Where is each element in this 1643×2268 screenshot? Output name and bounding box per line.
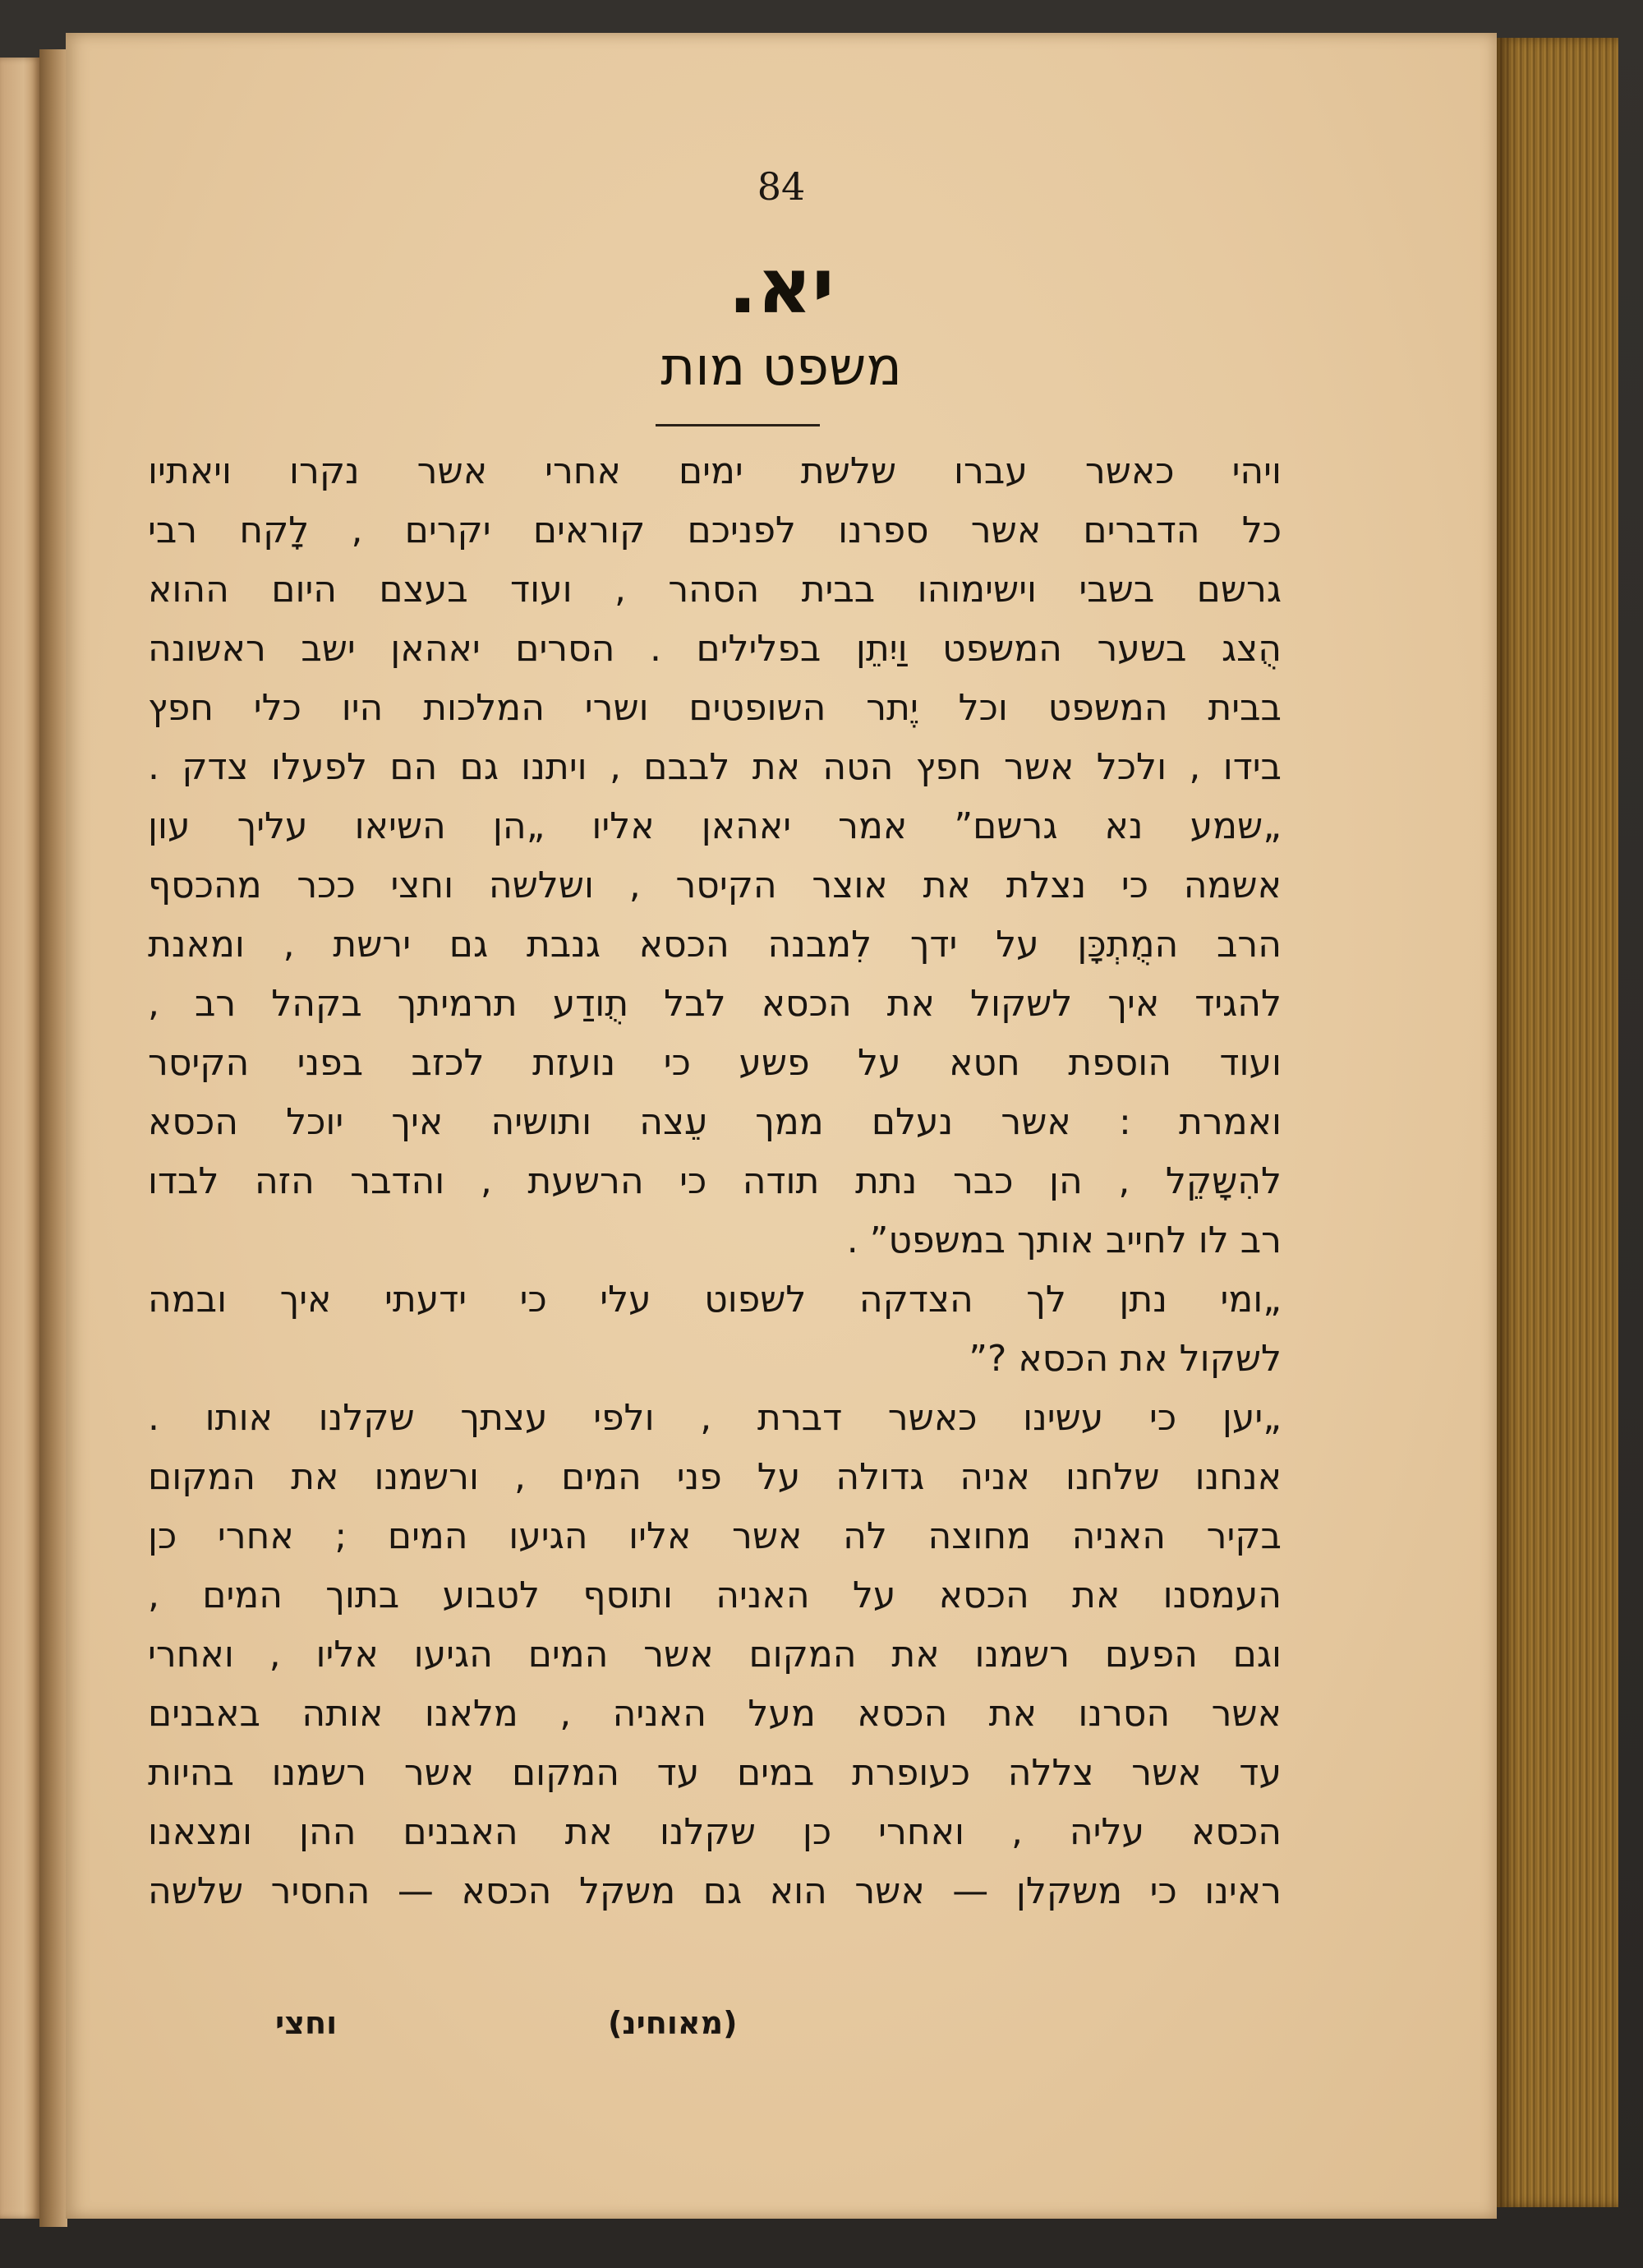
page-block-edge bbox=[1497, 38, 1618, 2207]
body-text bbox=[148, 442, 1282, 1921]
text-line: אנחנו שלחנו אניה גדולה על פני המים , ורשמנו את המקום bbox=[148, 1456, 1282, 1498]
text-line: הֻצג בשער המשפט וַיִתֵן בפלילים . הסרים יאהאן ישב ראשונה bbox=[148, 628, 1282, 670]
footer-signature: (מאוחינ) bbox=[608, 2005, 738, 2041]
text-line: רב לו לחייב אותך במשפט” . bbox=[846, 1219, 1282, 1261]
footer-catchword: וחצי bbox=[275, 2005, 338, 2041]
text-line: וגם הפעם רשמנו את המקום אשר המים הגיעו אליו , ואחרי bbox=[148, 1634, 1282, 1676]
text-line: אשר הסרנו את הכסא מעל האניה , מלאנו אותה באבנים bbox=[148, 1693, 1282, 1735]
text-line: גרשם בשבי וישימוהו בבית הסהר , ועוד בעצם היום ההוא bbox=[148, 569, 1282, 611]
text-line: להִשָקֵל , הן כבר נתת תודה כי הרשעת , והדבר הזה לבדו bbox=[148, 1160, 1282, 1202]
text-line: „יען כי עשינו כאשר דברת , ולפי עצתך שקלנו אותו . bbox=[148, 1397, 1282, 1439]
book-page bbox=[66, 33, 1497, 2219]
page-number: 84 bbox=[757, 164, 806, 209]
text-line: כל הדברים אשר ספרנו לפניכם קוראים יקרים , לָקח רבי bbox=[148, 509, 1282, 551]
text-line: להגיד איך לשקול את הכסא לבל תֻודַע תרמיתך בקהל רב , bbox=[148, 983, 1282, 1025]
text-line: הכסא עליה , ואחרי כן שקלנו את האבנים ההן ומצאנו bbox=[148, 1811, 1282, 1853]
text-line: בקיר האניה מחוצה לה אשר אליו הגיעו המים ; אחרי כן bbox=[148, 1515, 1282, 1557]
previous-page-edge bbox=[0, 58, 39, 2219]
text-line: ועוד הוספת חטא על פשע כי נועזת לכזב בפני הקיסר bbox=[148, 1042, 1282, 1084]
text-line: עד אשר צללה כעופרת במים עד המקום אשר רשמנו בהיות bbox=[148, 1752, 1282, 1794]
text-line: בידו , ולכל אשר חפץ הטה את לבבם , ויתנו גם הם לפעלו צדק . bbox=[148, 746, 1282, 788]
text-line: ראינו כי משקלן — אשר הוא גם משקל הכסא — החסיר שלשה bbox=[148, 1870, 1282, 1912]
text-line: בבית המשפט וכל יֶתר השופטים ושרי המלכות היו כלי חפץ bbox=[148, 687, 1282, 729]
chapter-title: משפט מות bbox=[660, 337, 902, 398]
text-line: לשקול את הכסא ?” bbox=[969, 1338, 1282, 1380]
title-divider bbox=[656, 424, 820, 426]
page-footer bbox=[66, 2005, 1497, 2054]
text-line: „שמע נא גרשם” אמר יאהאן אליו „הן השיאו עליך עון bbox=[148, 805, 1282, 847]
text-line: העמסנו את הכסא על האניה ותוסף לטבוע בתוך המים , bbox=[148, 1574, 1282, 1616]
book-gutter bbox=[39, 49, 67, 2227]
chapter-number: יא. bbox=[728, 242, 835, 330]
text-line: הרב המֻתְכָּן על ידך לִמבנה הכסא גנבת גם ירשת , ומאנת bbox=[148, 924, 1282, 966]
text-line: ואמרת : אשר נעלם ממך עֵצה ותושיה איך יוכל הכסא bbox=[148, 1101, 1282, 1143]
text-line: ויהי כאשר עברו שלשת ימים אחרי אשר נקרו ויאתיו bbox=[148, 450, 1282, 492]
text-line: אשמה כי נצלת את אוצר הקיסר , ושלשה וחצי ככר מהכסף bbox=[148, 864, 1282, 906]
text-line: „ומי נתן לך הצדקה לשפוט עלי כי ידעתי איך ובמה bbox=[148, 1279, 1282, 1321]
